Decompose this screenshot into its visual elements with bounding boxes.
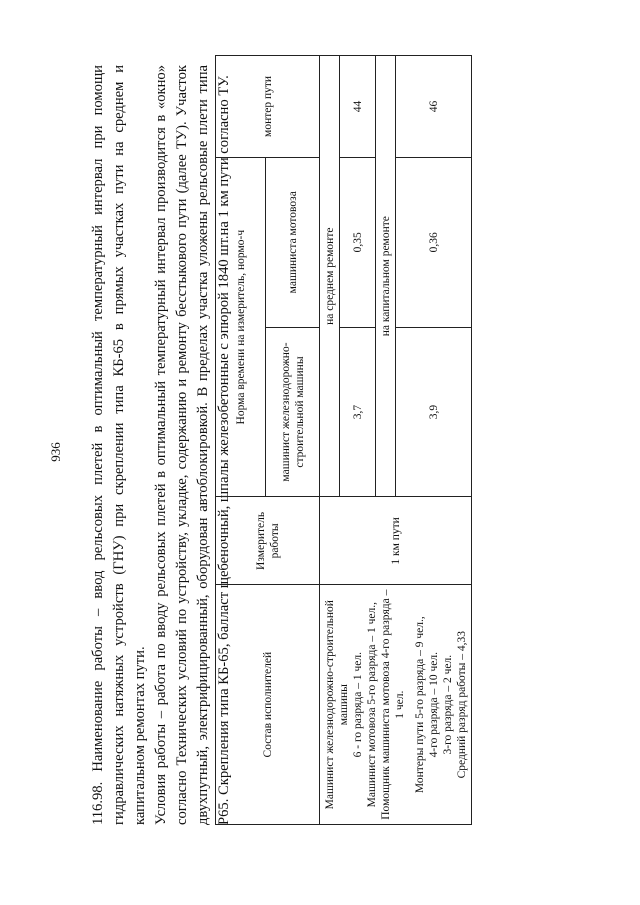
staff-line: 6 - го разряда – 1 чел.	[351, 651, 364, 758]
value-capital-3: 46	[396, 56, 472, 158]
staff-line: Машинист железнодорожно-строительной машины	[323, 600, 350, 810]
staff-line: Помощник машиниста мотовоза 4-го разряда – 1 чел.	[379, 589, 406, 820]
norms-table	[215, 55, 472, 825]
header-meter: Измеритель работы	[216, 497, 320, 585]
staff-line: 4-го разряда – 10 чел.	[427, 651, 440, 758]
value-medium-2: 0,35	[340, 157, 376, 327]
paragraph-conditions: Условия работы – работа по вводу рельсовых плетей в оптимальный температурный интервал производится в «окно» согласно Технических условий по устройству, укладке, содержанию и ремонту бесстыкового пути (далее ТУ). Участок двухпутный, электрифицированный, оборудован автоблокировкой. В пределах участка уложены рельсовые плети типа Р65. Скрепления типа КБ-65, балласт щебеночный, шпалы железобетонные с эпюрой 1840 шт.на 1 км пути согласно ТУ.	[153, 65, 232, 825]
header-col2: машиниста мотовоза	[266, 157, 320, 327]
staff-line: Машинист мотовоза 5-го разряда – 1 чел.,	[365, 602, 378, 808]
staff-cell	[320, 585, 472, 825]
meter-cell: 1 км пути	[320, 497, 472, 585]
header-col1: машинист железнодорожно-строительной машины	[266, 327, 320, 497]
value-medium-3: 44	[340, 56, 376, 158]
header-norm: Норма времени на измеритель, нормо-ч	[216, 157, 266, 497]
page-number: 936	[48, 442, 63, 462]
header-col3: монтер пути	[216, 56, 320, 158]
value-capital-1: 3,9	[396, 327, 472, 497]
header-staff: Состав исполнителей	[216, 585, 320, 825]
body-text	[88, 65, 235, 825]
staff-line: 3-го разряда – 2 чел.	[441, 654, 454, 755]
value-capital-2: 0,36	[396, 157, 472, 327]
section-label-medium: на среднем ремонте	[320, 56, 340, 497]
staff-line: Средний разряд работы – 4,33	[455, 630, 468, 779]
paragraph-title: 116.98. Наименование работы – ввод рельсовых плетей в оптимальный температурный интервал при помощи гидравлических натяжных устройств (ГНУ) при скреплении типа КБ-65 в прямых участках пути на среднем и капитальном ремонтах пути.	[90, 65, 148, 825]
staff-line: Монтеры пути 5-го разряда – 9 чел.,	[413, 616, 426, 794]
section-label-capital: на капитальном ремонте	[376, 56, 396, 497]
value-medium-1: 3,7	[340, 327, 376, 497]
